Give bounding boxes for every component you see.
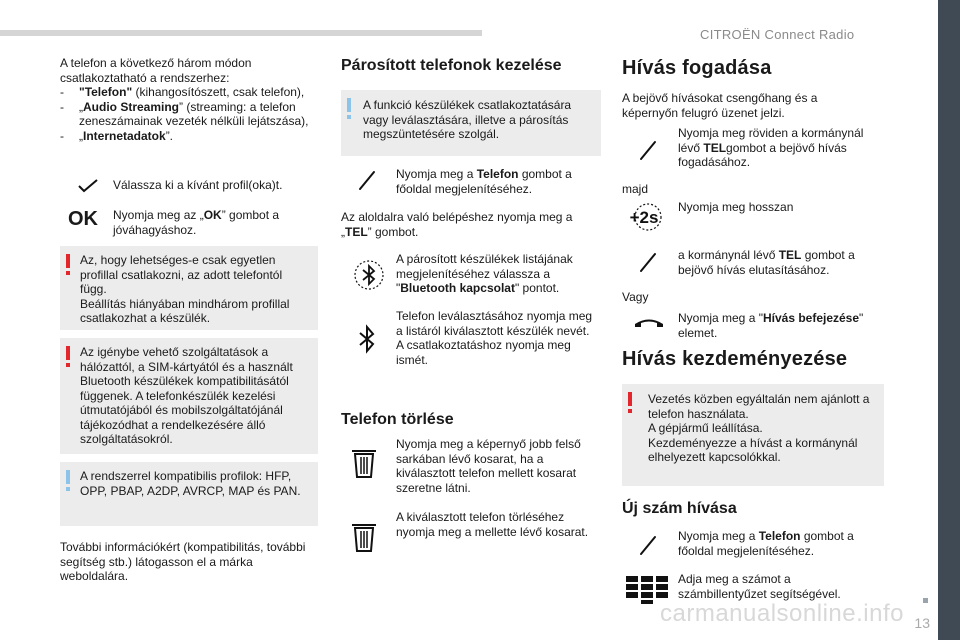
section-title-new-number: Új szám hívása — [622, 500, 737, 517]
page-marker-dot — [923, 598, 928, 603]
section-title-make-call: Hívás kezdeményezése — [622, 348, 848, 370]
ok-text: Nyomja meg az „OK” gombot a jóváhagyáshoz. — [113, 208, 280, 237]
reject-step: a kormánynál lévő TEL gombot a bejövő hívás elutasításához. — [678, 248, 855, 277]
info-box-profiles: A rendszerrel kompatibilis profilok: HFP, OPP, PBAP, A2DP, AVRCP, MAP és PAN. — [60, 462, 318, 526]
touch-press-icon — [636, 533, 660, 557]
new-number-step-2: Adja meg a számot a számbillentyűzet segítségével. — [678, 572, 841, 601]
delete-step-1: Nyomja meg a képernyő jobb felső sarkában lévő kosarat, ha a kiválasztott telefon mellett kosarat szeretne látni. — [396, 437, 581, 495]
section-title-answer: Hívás fogadása — [622, 57, 772, 79]
mode-item-internet: - „Internetadatok”. — [60, 129, 320, 144]
warning-box-services: Az igénybe vehető szolgáltatások a hálózattól, a SIM-kártyától és a használt Bluetooth készülékek kompatibilitásától függenek. A telefonkészülék kezelési útmutatójából és mobilszolgáltatójánál tájékozódhat a rendelkezésére álló szolgáltatásokról. — [60, 338, 318, 454]
new-number-step-1: Nyomja meg a Telefon gombot a főoldal megjelenítéséhez. — [678, 529, 854, 558]
ok-icon: OK — [68, 207, 98, 230]
profile-text: Válassza ki a kívánt profil(oka)t. — [113, 178, 283, 192]
hang-up-icon — [632, 312, 666, 330]
warning-box-profile: Az, hogy lehetséges-e csak egyetlen profillal csatlakozni, az adott telefontól függ. Beállítás hiányában mindhárom profillal csatlakozhat a készülék. — [60, 246, 318, 330]
answer-step-1: Nyomja meg röviden a kormánynál lévő TELgombot a bejövő hívás fogadásához. — [678, 126, 864, 169]
watermark: carmanualsonline.info — [660, 600, 904, 627]
mode-list — [60, 85, 320, 143]
info-icon — [347, 98, 351, 112]
svg-text:+2s: +2s — [629, 208, 659, 227]
or-label: Vagy — [622, 290, 649, 304]
header-rule — [0, 30, 482, 36]
info-icon — [66, 470, 70, 484]
warning-box-driving: Vezetés közben egyáltalán nem ajánlott a telefon használata. A gépjármű leállítása. Kezdeményezze a hívást a kormánynál elhelyezett kapcsolókkal. — [622, 384, 884, 486]
bluetooth-connection-icon — [352, 258, 386, 292]
bluetooth-list-text: A párosított készülékek listájának megjelenítéséhez válassza a "Bluetooth kapcsolat" pontot. — [396, 252, 573, 295]
disconnect-text: Telefon leválasztásához nyomja meg a listáról kiválasztott készülék nevét. A csatlakoztatáshoz nyomja meg ismét. — [396, 309, 593, 367]
header-title: CITROËN Connect Radio — [700, 27, 855, 42]
answer-step-2: Nyomja meg hosszan — [678, 200, 794, 214]
touch-press-icon — [636, 250, 660, 274]
footer-text: További információkért (kompatibilitás, további segítség stb.) látogasson el a márka weboldalára. — [60, 540, 306, 583]
info-box-paired: A funkció készülékek csatlakoztatására vagy leválasztására, illetve a párosítás megszüntetésére szolgál. — [341, 90, 601, 156]
mode-item-phone: - "Telefon" (kihangosítószett, csak telefon), — [60, 85, 320, 100]
warning-icon — [66, 254, 70, 268]
left-intro — [60, 56, 320, 143]
warning-icon — [628, 392, 632, 406]
checklist-icon — [76, 178, 100, 194]
warning-icon — [66, 346, 70, 360]
bluetooth-icon — [356, 322, 378, 356]
delete-step-2: A kiválasztott telefon törléséhez nyomja meg a mellette lévő kosarat. — [396, 510, 589, 539]
section-title-delete: Telefon törlése — [341, 411, 454, 428]
then-label: majd — [622, 182, 649, 196]
touch-press-icon — [355, 168, 379, 192]
intro-text: A telefon a következő három módon csatlakoztatható a rendszerhez: — [60, 56, 252, 85]
long-press-icon — [622, 202, 666, 232]
side-tab — [938, 0, 960, 640]
section-title-paired: Párosított telefonok kezelése — [341, 57, 562, 74]
answer-intro: A bejövő hívásokat csengőhang és a képernyőn felugró üzenet jelzi. — [622, 91, 818, 120]
subpage-text: Az aloldalra való belépéshez nyomja meg a „TEL” gombot. — [341, 210, 573, 239]
end-call-step: Nyomja meg a "Hívás befejezése" elemet. — [678, 311, 864, 340]
trash-icon — [350, 520, 378, 554]
mode-item-audio: - „Audio Streaming” (streaming: a telefon zeneszámainak vezeték nélküli lejátszása), — [60, 100, 320, 129]
page-number: 13 — [914, 615, 930, 631]
trash-icon — [350, 446, 378, 480]
step-phone-button: Nyomja meg a Telefon gombot a főoldal megjelenítéséhez. — [396, 167, 572, 196]
touch-press-icon — [636, 138, 660, 162]
